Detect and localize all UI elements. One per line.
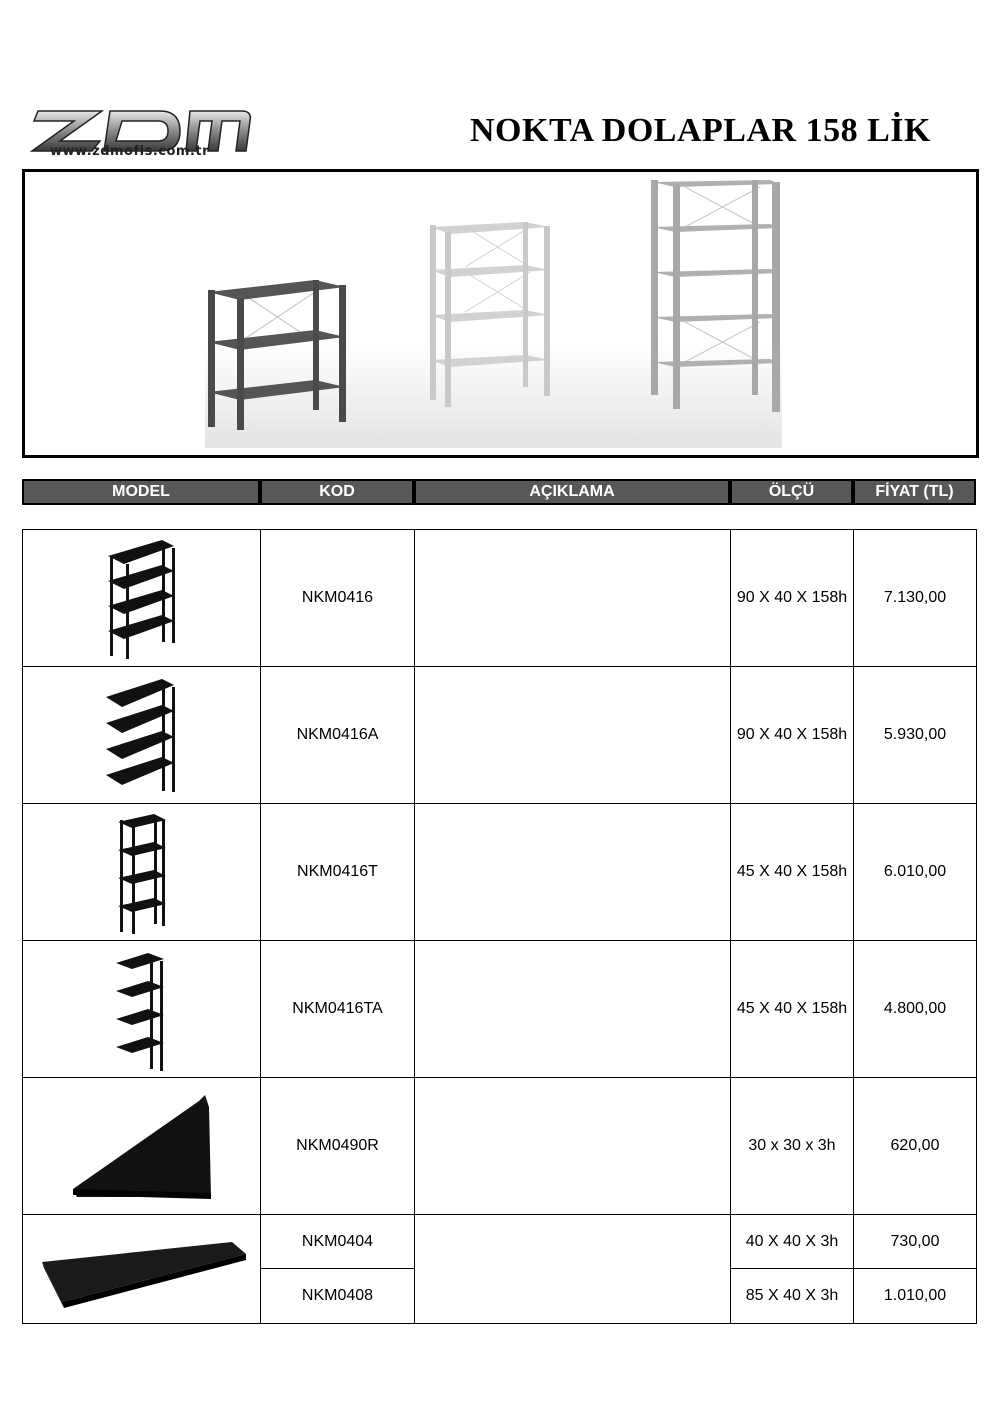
hero-image <box>22 169 979 458</box>
row-fiyat: 4.800,00 <box>854 941 977 1078</box>
model-image <box>23 667 261 804</box>
row-olcu: 90 X 40 X 158h <box>731 530 854 667</box>
row-aciklama <box>415 530 731 667</box>
row-aciklama <box>415 941 731 1078</box>
table-row <box>23 667 977 804</box>
table-row <box>23 1078 977 1215</box>
row-olcu: 90 X 40 X 158h <box>731 667 854 804</box>
row-olcu: 45 X 40 X 158h <box>731 941 854 1078</box>
corner-shelf-icon <box>67 1089 217 1204</box>
row-kod: NKM0416 <box>261 530 415 667</box>
row-kod: NKM0404 <box>261 1215 415 1269</box>
row-kod: NKM0416T <box>261 804 415 941</box>
table-row <box>23 941 977 1078</box>
table-row <box>23 1215 977 1269</box>
row-fiyat: 7.130,00 <box>854 530 977 667</box>
narrow-shelf-icon <box>112 810 172 935</box>
row-kod: NKM0416A <box>261 667 415 804</box>
table-row <box>23 804 977 941</box>
header-kod: KOD <box>260 479 414 505</box>
header-model: MODEL <box>22 479 260 505</box>
row-kod: NKM0408 <box>261 1269 415 1324</box>
flat-shelf-icon <box>32 1224 252 1314</box>
shelf-5-tier-icon <box>102 536 182 661</box>
row-olcu: 85 X 40 X 3h <box>731 1269 854 1324</box>
header-olcu: ÖLÇÜ <box>730 479 853 505</box>
row-olcu: 40 X 40 X 3h <box>731 1215 854 1269</box>
row-aciklama <box>415 1078 731 1215</box>
model-image <box>23 1215 261 1324</box>
header-aciklama: AÇIKLAMA <box>414 479 730 505</box>
row-fiyat: 620,00 <box>854 1078 977 1215</box>
row-fiyat: 1.010,00 <box>854 1269 977 1324</box>
shelf-addon-icon <box>102 673 182 798</box>
header-fiyat: FİYAT (TL) <box>853 479 976 505</box>
row-aciklama <box>415 667 731 804</box>
table-row <box>23 530 977 667</box>
model-image <box>23 941 261 1078</box>
row-aciklama <box>415 804 731 941</box>
website-url[interactable]: www.zdmofis.com.tr <box>50 144 210 159</box>
narrow-shelf-addon-icon <box>112 947 172 1072</box>
model-image <box>23 804 261 941</box>
row-fiyat: 730,00 <box>854 1215 977 1269</box>
model-image <box>23 1078 261 1215</box>
product-table <box>22 529 977 1324</box>
row-kod: NKM0490R <box>261 1078 415 1215</box>
row-aciklama <box>415 1215 731 1324</box>
row-olcu: 30 x 30 x 3h <box>731 1078 854 1215</box>
page-title: NOKTA DOLAPLAR 158 LİK <box>470 112 931 149</box>
table-header <box>22 479 976 505</box>
model-image <box>23 530 261 667</box>
row-olcu: 45 X 40 X 158h <box>731 804 854 941</box>
row-fiyat: 5.930,00 <box>854 667 977 804</box>
row-fiyat: 6.010,00 <box>854 804 977 941</box>
row-kod: NKM0416TA <box>261 941 415 1078</box>
